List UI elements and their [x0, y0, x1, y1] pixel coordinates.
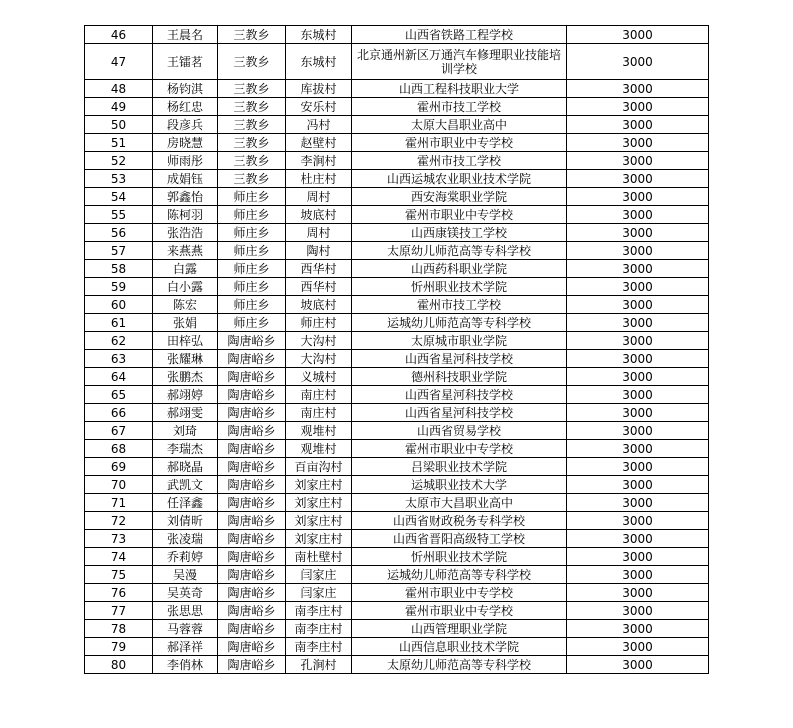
- school-cell: 霍州市职业中专学校: [352, 440, 567, 458]
- village-cell: 赵壁村: [286, 134, 352, 152]
- row-number-cell: 63: [85, 350, 153, 368]
- township-cell: 陶唐峪乡: [218, 512, 286, 530]
- school-cell: 太原市大昌职业高中: [352, 494, 567, 512]
- township-cell: 三教乡: [218, 98, 286, 116]
- student-name-cell: 郝翊婷: [153, 386, 218, 404]
- school-cell: 山西省星河科技学校: [352, 386, 567, 404]
- student-name-cell: 吴英奇: [153, 584, 218, 602]
- amount-cell: 3000: [567, 350, 709, 368]
- table-row: [85, 476, 709, 494]
- student-name-cell: 成娟钰: [153, 170, 218, 188]
- school-cell: 山西省晋阳高级特工学校: [352, 530, 567, 548]
- village-cell: 西华村: [286, 260, 352, 278]
- row-number-cell: 75: [85, 566, 153, 584]
- school-cell: 忻州职业技术学院: [352, 548, 567, 566]
- amount-cell: 3000: [567, 98, 709, 116]
- amount-cell: 3000: [567, 80, 709, 98]
- school-cell: 德州科技职业学院: [352, 368, 567, 386]
- township-cell: 陶唐峪乡: [218, 566, 286, 584]
- school-cell: 运城职业技术大学: [352, 476, 567, 494]
- student-name-cell: 白小露: [153, 278, 218, 296]
- village-cell: 观堆村: [286, 422, 352, 440]
- student-name-cell: 段彦兵: [153, 116, 218, 134]
- student-name-cell: 任泽鑫: [153, 494, 218, 512]
- student-name-cell: 杨钧淇: [153, 80, 218, 98]
- student-name-cell: 马蓉蓉: [153, 620, 218, 638]
- table-row: [85, 26, 709, 44]
- township-cell: 陶唐峪乡: [218, 332, 286, 350]
- amount-cell: 3000: [567, 260, 709, 278]
- school-cell: 霍州市职业中专学校: [352, 134, 567, 152]
- row-number-cell: 65: [85, 386, 153, 404]
- table-row: [85, 386, 709, 404]
- row-number-cell: 51: [85, 134, 153, 152]
- table-row: [85, 224, 709, 242]
- amount-cell: 3000: [567, 584, 709, 602]
- amount-cell: 3000: [567, 296, 709, 314]
- table-row: [85, 584, 709, 602]
- village-cell: 观堆村: [286, 440, 352, 458]
- amount-cell: 3000: [567, 368, 709, 386]
- row-number-cell: 47: [85, 44, 153, 80]
- student-name-cell: 陈柯羽: [153, 206, 218, 224]
- village-cell: 东城村: [286, 26, 352, 44]
- school-cell: 太原城市职业学院: [352, 332, 567, 350]
- school-cell: 山西药科职业学院: [352, 260, 567, 278]
- student-name-cell: 乔莉婷: [153, 548, 218, 566]
- amount-cell: 3000: [567, 26, 709, 44]
- village-cell: 库拔村: [286, 80, 352, 98]
- student-name-cell: 张思思: [153, 602, 218, 620]
- student-roster-table: [84, 25, 709, 674]
- village-cell: 闫家庄: [286, 566, 352, 584]
- village-cell: 南李庄村: [286, 638, 352, 656]
- village-cell: 西华村: [286, 278, 352, 296]
- row-number-cell: 48: [85, 80, 153, 98]
- table-row: [85, 368, 709, 386]
- village-cell: 刘家庄村: [286, 494, 352, 512]
- table-row: [85, 638, 709, 656]
- township-cell: 陶唐峪乡: [218, 494, 286, 512]
- student-name-cell: 张耀琳: [153, 350, 218, 368]
- school-cell: 运城幼儿师范高等专科学校: [352, 314, 567, 332]
- township-cell: 师庄乡: [218, 296, 286, 314]
- student-name-cell: 白露: [153, 260, 218, 278]
- school-cell: 北京通州新区万通汽车修理职业技能培训学校: [352, 44, 567, 80]
- row-number-cell: 61: [85, 314, 153, 332]
- row-number-cell: 80: [85, 656, 153, 674]
- school-cell: 太原幼儿师范高等专科学校: [352, 656, 567, 674]
- school-cell: 太原幼儿师范高等专科学校: [352, 242, 567, 260]
- student-name-cell: 李瑞杰: [153, 440, 218, 458]
- village-cell: 刘家庄村: [286, 530, 352, 548]
- table-row: [85, 566, 709, 584]
- amount-cell: 3000: [567, 512, 709, 530]
- row-number-cell: 70: [85, 476, 153, 494]
- row-number-cell: 79: [85, 638, 153, 656]
- village-cell: 南庄村: [286, 404, 352, 422]
- township-cell: 陶唐峪乡: [218, 368, 286, 386]
- school-cell: 霍州市技工学校: [352, 152, 567, 170]
- school-cell: 山西康镁技工学校: [352, 224, 567, 242]
- row-number-cell: 73: [85, 530, 153, 548]
- table-row: [85, 602, 709, 620]
- amount-cell: 3000: [567, 620, 709, 638]
- school-cell: 霍州市职业中专学校: [352, 584, 567, 602]
- amount-cell: 3000: [567, 422, 709, 440]
- village-cell: 闫家庄: [286, 584, 352, 602]
- township-cell: 陶唐峪乡: [218, 350, 286, 368]
- table-row: [85, 422, 709, 440]
- township-cell: 陶唐峪乡: [218, 620, 286, 638]
- school-cell: 山西运城农业职业技术学院: [352, 170, 567, 188]
- row-number-cell: 58: [85, 260, 153, 278]
- village-cell: 刘家庄村: [286, 512, 352, 530]
- row-number-cell: 69: [85, 458, 153, 476]
- school-cell: 霍州市技工学校: [352, 98, 567, 116]
- village-cell: 周村: [286, 224, 352, 242]
- school-cell: 霍州市职业中专学校: [352, 602, 567, 620]
- table-row: [85, 350, 709, 368]
- village-cell: 坡底村: [286, 296, 352, 314]
- roster-body: [85, 26, 709, 674]
- row-number-cell: 53: [85, 170, 153, 188]
- row-number-cell: 77: [85, 602, 153, 620]
- school-cell: 运城幼儿师范高等专科学校: [352, 566, 567, 584]
- village-cell: 杜庄村: [286, 170, 352, 188]
- village-cell: 冯村: [286, 116, 352, 134]
- village-cell: 刘家庄村: [286, 476, 352, 494]
- row-number-cell: 46: [85, 26, 153, 44]
- row-number-cell: 49: [85, 98, 153, 116]
- table-row: [85, 98, 709, 116]
- amount-cell: 3000: [567, 224, 709, 242]
- table-row: [85, 188, 709, 206]
- village-cell: 周村: [286, 188, 352, 206]
- row-number-cell: 50: [85, 116, 153, 134]
- row-number-cell: 76: [85, 584, 153, 602]
- village-cell: 师庄村: [286, 314, 352, 332]
- table-row: [85, 44, 709, 80]
- table-row: [85, 296, 709, 314]
- student-name-cell: 师雨彤: [153, 152, 218, 170]
- table-row: [85, 404, 709, 422]
- row-number-cell: 78: [85, 620, 153, 638]
- township-cell: 师庄乡: [218, 224, 286, 242]
- amount-cell: 3000: [567, 440, 709, 458]
- township-cell: 师庄乡: [218, 260, 286, 278]
- amount-cell: 3000: [567, 278, 709, 296]
- amount-cell: 3000: [567, 476, 709, 494]
- school-cell: 霍州市职业中专学校: [352, 206, 567, 224]
- table-row: [85, 512, 709, 530]
- table-row: [85, 134, 709, 152]
- student-name-cell: 郝泽祥: [153, 638, 218, 656]
- student-name-cell: 吴漫: [153, 566, 218, 584]
- township-cell: 陶唐峪乡: [218, 584, 286, 602]
- township-cell: 陶唐峪乡: [218, 656, 286, 674]
- table-row: [85, 332, 709, 350]
- township-cell: 师庄乡: [218, 314, 286, 332]
- row-number-cell: 54: [85, 188, 153, 206]
- township-cell: 陶唐峪乡: [218, 458, 286, 476]
- table-row: [85, 620, 709, 638]
- row-number-cell: 71: [85, 494, 153, 512]
- township-cell: 三教乡: [218, 134, 286, 152]
- row-number-cell: 52: [85, 152, 153, 170]
- village-cell: 李涧村: [286, 152, 352, 170]
- table-row: [85, 548, 709, 566]
- township-cell: 陶唐峪乡: [218, 548, 286, 566]
- table-row: [85, 152, 709, 170]
- township-cell: 陶唐峪乡: [218, 638, 286, 656]
- table-row: [85, 242, 709, 260]
- table-row: [85, 656, 709, 674]
- amount-cell: 3000: [567, 530, 709, 548]
- village-cell: 坡底村: [286, 206, 352, 224]
- village-cell: 南李庄村: [286, 620, 352, 638]
- school-cell: 忻州职业技术学院: [352, 278, 567, 296]
- school-cell: 山西省星河科技学校: [352, 404, 567, 422]
- school-cell: 山西省贸易学校: [352, 422, 567, 440]
- amount-cell: 3000: [567, 242, 709, 260]
- school-cell: 山西工程科技职业大学: [352, 80, 567, 98]
- amount-cell: 3000: [567, 494, 709, 512]
- school-cell: 西安海棠职业学院: [352, 188, 567, 206]
- amount-cell: 3000: [567, 314, 709, 332]
- table-row: [85, 260, 709, 278]
- student-name-cell: 陈宏: [153, 296, 218, 314]
- amount-cell: 3000: [567, 116, 709, 134]
- student-name-cell: 王镭茗: [153, 44, 218, 80]
- amount-cell: 3000: [567, 602, 709, 620]
- table-row: [85, 170, 709, 188]
- village-cell: 安乐村: [286, 98, 352, 116]
- village-cell: 南李庄村: [286, 602, 352, 620]
- school-cell: 山西省财政税务专科学校: [352, 512, 567, 530]
- row-number-cell: 60: [85, 296, 153, 314]
- township-cell: 陶唐峪乡: [218, 602, 286, 620]
- row-number-cell: 67: [85, 422, 153, 440]
- row-number-cell: 68: [85, 440, 153, 458]
- student-name-cell: 房晓慧: [153, 134, 218, 152]
- amount-cell: 3000: [567, 170, 709, 188]
- village-cell: 孔涧村: [286, 656, 352, 674]
- township-cell: 师庄乡: [218, 242, 286, 260]
- village-cell: 大沟村: [286, 332, 352, 350]
- village-cell: 南庄村: [286, 386, 352, 404]
- student-name-cell: 田梓弘: [153, 332, 218, 350]
- township-cell: 陶唐峪乡: [218, 386, 286, 404]
- township-cell: 陶唐峪乡: [218, 530, 286, 548]
- school-cell: 山西管理职业学院: [352, 620, 567, 638]
- township-cell: 陶唐峪乡: [218, 476, 286, 494]
- table-row: [85, 206, 709, 224]
- table-row: [85, 530, 709, 548]
- row-number-cell: 74: [85, 548, 153, 566]
- township-cell: 三教乡: [218, 152, 286, 170]
- township-cell: 三教乡: [218, 26, 286, 44]
- township-cell: 师庄乡: [218, 206, 286, 224]
- table-row: [85, 440, 709, 458]
- table-row: [85, 314, 709, 332]
- township-cell: 三教乡: [218, 80, 286, 98]
- student-name-cell: 李俏林: [153, 656, 218, 674]
- row-number-cell: 57: [85, 242, 153, 260]
- township-cell: 三教乡: [218, 44, 286, 80]
- school-cell: 吕梁职业技术学院: [352, 458, 567, 476]
- village-cell: 陶村: [286, 242, 352, 260]
- amount-cell: 3000: [567, 386, 709, 404]
- village-cell: 大沟村: [286, 350, 352, 368]
- school-cell: 太原大昌职业高中: [352, 116, 567, 134]
- student-name-cell: 张浩浩: [153, 224, 218, 242]
- amount-cell: 3000: [567, 152, 709, 170]
- row-number-cell: 64: [85, 368, 153, 386]
- village-cell: 义城村: [286, 368, 352, 386]
- township-cell: 师庄乡: [218, 278, 286, 296]
- table-row: [85, 116, 709, 134]
- amount-cell: 3000: [567, 404, 709, 422]
- amount-cell: 3000: [567, 656, 709, 674]
- village-cell: 百亩沟村: [286, 458, 352, 476]
- student-name-cell: 王晨名: [153, 26, 218, 44]
- school-cell: 霍州市技工学校: [352, 296, 567, 314]
- student-name-cell: 刘琦: [153, 422, 218, 440]
- row-number-cell: 66: [85, 404, 153, 422]
- student-name-cell: 刘倩昕: [153, 512, 218, 530]
- township-cell: 三教乡: [218, 116, 286, 134]
- table-row: [85, 278, 709, 296]
- township-cell: 陶唐峪乡: [218, 404, 286, 422]
- township-cell: 三教乡: [218, 170, 286, 188]
- amount-cell: 3000: [567, 548, 709, 566]
- student-name-cell: 张娟: [153, 314, 218, 332]
- row-number-cell: 55: [85, 206, 153, 224]
- amount-cell: 3000: [567, 566, 709, 584]
- township-cell: 师庄乡: [218, 188, 286, 206]
- amount-cell: 3000: [567, 44, 709, 80]
- student-name-cell: 来燕燕: [153, 242, 218, 260]
- row-number-cell: 72: [85, 512, 153, 530]
- school-cell: 山西省星河科技学校: [352, 350, 567, 368]
- village-cell: 南杜壁村: [286, 548, 352, 566]
- row-number-cell: 62: [85, 332, 153, 350]
- student-name-cell: 郝晓晶: [153, 458, 218, 476]
- amount-cell: 3000: [567, 332, 709, 350]
- township-cell: 陶唐峪乡: [218, 440, 286, 458]
- row-number-cell: 59: [85, 278, 153, 296]
- student-name-cell: 杨红忠: [153, 98, 218, 116]
- table-row: [85, 458, 709, 476]
- student-name-cell: 郝翊雯: [153, 404, 218, 422]
- amount-cell: 3000: [567, 134, 709, 152]
- table-row: [85, 80, 709, 98]
- student-name-cell: 张凌瑞: [153, 530, 218, 548]
- row-number-cell: 56: [85, 224, 153, 242]
- amount-cell: 3000: [567, 206, 709, 224]
- township-cell: 陶唐峪乡: [218, 422, 286, 440]
- amount-cell: 3000: [567, 458, 709, 476]
- student-name-cell: 武凯文: [153, 476, 218, 494]
- amount-cell: 3000: [567, 638, 709, 656]
- school-cell: 山西省铁路工程学校: [352, 26, 567, 44]
- school-cell: 山西信息职业技术学院: [352, 638, 567, 656]
- table-row: [85, 494, 709, 512]
- village-cell: 东城村: [286, 44, 352, 80]
- student-name-cell: 郭鑫怡: [153, 188, 218, 206]
- student-name-cell: 张鹏杰: [153, 368, 218, 386]
- amount-cell: 3000: [567, 188, 709, 206]
